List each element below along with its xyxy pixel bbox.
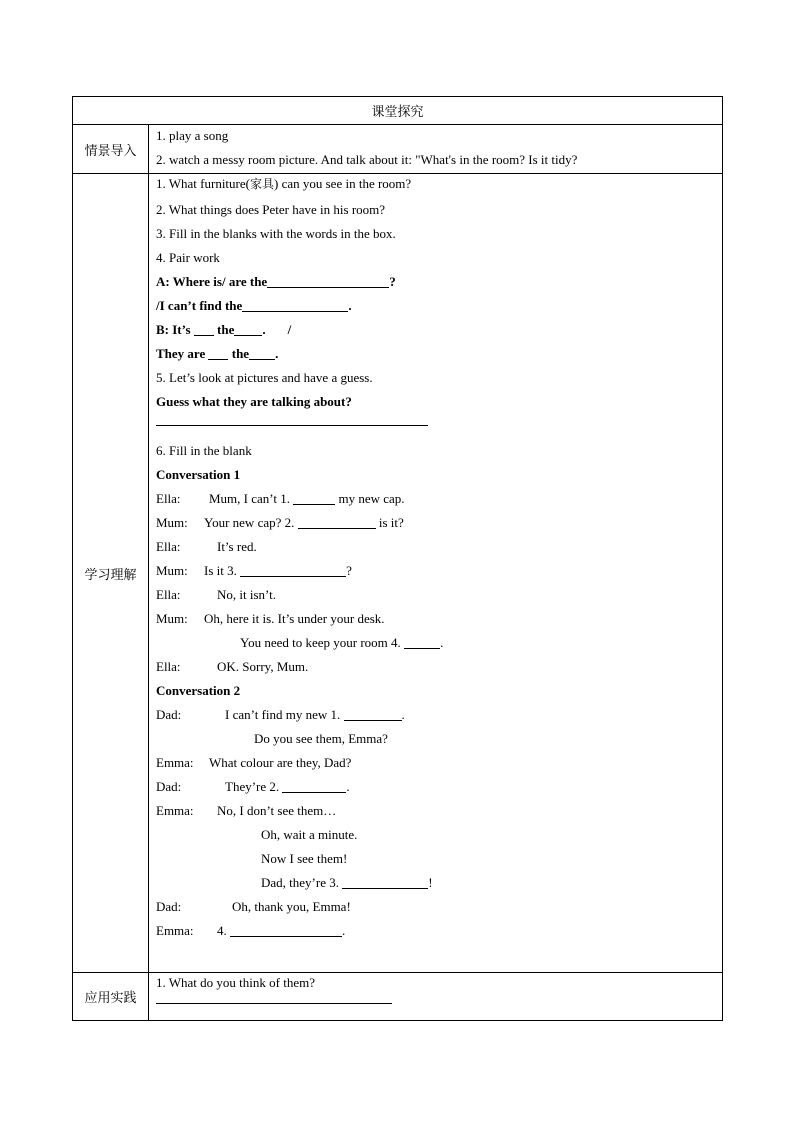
question-1-text: 1. What furniture( — [156, 176, 250, 191]
pair-a1-text: A: Where is/ are the — [156, 274, 268, 289]
dialogue-text: No, it isn’t. — [217, 587, 276, 602]
question-5-prompt: Guess what they are talking about? — [156, 394, 352, 409]
dialogue-text: Oh, thank you, Emma! — [232, 899, 351, 914]
pair-a2-end: . — [348, 298, 352, 313]
pair-b2-c: . — [275, 346, 279, 361]
blank-line[interactable] — [230, 922, 342, 937]
dialogue-line — [156, 896, 722, 920]
question-2: 2. What things does Peter have in his room? — [156, 202, 386, 217]
blank-line[interactable] — [234, 321, 262, 336]
dialogue-line — [156, 776, 722, 800]
question-5: 5. Let’s look at pictures and have a guess. — [156, 370, 373, 385]
question-1-zh: 家具 — [249, 177, 274, 191]
speaker-label: Dad: — [156, 779, 182, 794]
dialogue-text: Oh, here it is. It’s under your desk. — [204, 611, 385, 626]
conversation-1-title: Conversation 1 — [156, 467, 241, 482]
speaker-label: Ella: — [156, 491, 181, 506]
pair-a2-text: /I can’t find the — [156, 298, 243, 313]
dialogue-text: Is it 3. — [204, 563, 237, 578]
dialogue-text: No, I don’t see them… — [217, 803, 337, 818]
speaker-label: Mum: — [156, 563, 188, 578]
intro-item-1: 1. play a song — [156, 128, 229, 143]
dialogue-line — [156, 488, 722, 512]
blank-line[interactable] — [282, 778, 346, 793]
conversation-1 — [156, 488, 722, 680]
question-6: 6. Fill in the blank — [156, 443, 252, 458]
speaker-label: Emma: — [156, 755, 194, 770]
understanding-label: 学习理解 — [73, 174, 149, 973]
dialogue-line — [156, 536, 722, 560]
question-3: 3. Fill in the blanks with the words in the box. — [156, 226, 396, 241]
speaker-label: Ella: — [156, 539, 181, 554]
pair-line-b2 — [156, 343, 722, 367]
table-title: 课堂探究 — [73, 97, 723, 125]
blank-line[interactable] — [342, 874, 428, 889]
dialogue-line — [156, 824, 722, 848]
dialogue-text: What colour are they, Dad? — [209, 755, 352, 770]
blank-line[interactable] — [249, 345, 275, 360]
speaker-label: Emma: — [156, 923, 194, 938]
dialogue-line — [156, 848, 722, 872]
pair-b1-b: the — [217, 322, 235, 337]
pair-b2-b: the — [231, 346, 250, 361]
dialogue-text-tail: ? — [346, 563, 352, 578]
blank-line[interactable] — [242, 297, 348, 312]
dialogue-text-tail: my new cap. — [338, 491, 405, 506]
pair-b2-a: They are — [156, 346, 206, 361]
dialogue-text-tail: . — [346, 779, 350, 794]
dialogue-text: Now I see them! — [261, 851, 348, 866]
blank-line[interactable] — [240, 562, 346, 577]
dialogue-line — [156, 704, 722, 728]
blank-line[interactable] — [344, 706, 402, 721]
dialogue-line — [156, 728, 722, 752]
pair-line-a2 — [156, 295, 722, 319]
dialogue-line — [156, 800, 722, 824]
answer-line[interactable] — [156, 415, 428, 426]
dialogue-line — [156, 920, 722, 944]
pair-line-a1 — [156, 271, 722, 295]
blank-line[interactable] — [208, 345, 228, 360]
intro-content — [149, 125, 723, 174]
blank-line[interactable] — [293, 490, 335, 505]
question-1 — [156, 173, 722, 197]
practice-row — [73, 973, 723, 1021]
dialogue-text-tail: . — [401, 707, 405, 722]
lesson-table — [72, 96, 723, 1021]
dialogue-line — [156, 608, 722, 632]
dialogue-text: Mum, I can’t 1. — [209, 491, 290, 506]
understanding-row — [73, 174, 723, 973]
speaker-label: Ella: — [156, 587, 181, 602]
dialogue-line — [156, 560, 722, 584]
dialogue-text: Your new cap? 2. — [204, 515, 295, 530]
dialogue-line — [156, 584, 722, 608]
dialogue-text-tail: ! — [428, 875, 433, 890]
pair-b1-d: / — [287, 322, 292, 337]
table-header-row — [73, 97, 723, 125]
question-4: 4. Pair work — [156, 250, 220, 265]
practice-content — [149, 973, 723, 1021]
understanding-content — [149, 174, 723, 973]
speaker-label: Mum: — [156, 611, 188, 626]
pair-a1-end: ? — [389, 274, 396, 289]
blank-line[interactable] — [267, 273, 389, 288]
dialogue-line — [156, 872, 722, 896]
dialogue-line — [156, 632, 722, 656]
dialogue-line — [156, 752, 722, 776]
practice-label: 应用实践 — [73, 973, 149, 1021]
dialogue-text: OK. Sorry, Mum. — [217, 659, 309, 674]
blank-line[interactable] — [404, 634, 440, 649]
dialogue-text: It’s red. — [217, 539, 257, 554]
dialogue-text: 4. — [217, 923, 227, 938]
dialogue-text: They’re 2. — [225, 779, 280, 794]
practice-question-1: 1. What do you think of them? — [156, 975, 315, 990]
pair-b1-a: B: It’s — [156, 322, 191, 337]
dialogue-text: I can’t find my new 1. — [225, 707, 341, 722]
intro-label: 情景导入 — [73, 125, 149, 174]
speaker-label: Ella: — [156, 659, 181, 674]
dialogue-text: You need to keep your room 4. — [240, 635, 401, 650]
dialogue-text-tail: . — [342, 923, 346, 938]
intro-item-2: 2. watch a messy room picture. And talk about it: "What's in the room? Is it tidy? — [156, 152, 578, 167]
dialogue-text-tail: . — [440, 635, 444, 650]
blank-line[interactable] — [194, 321, 214, 336]
dialogue-text: Oh, wait a minute. — [261, 827, 358, 842]
conversation-2 — [156, 704, 722, 944]
dialogue-line — [156, 656, 722, 680]
speaker-label: Mum: — [156, 515, 188, 530]
dialogue-line — [156, 512, 722, 536]
question-1-tail: ) can you see in the room? — [274, 176, 412, 191]
pair-b1-c: . — [262, 322, 266, 337]
dialogue-text-tail: is it? — [378, 515, 404, 530]
dialogue-text: Do you see them, Emma? — [254, 731, 388, 746]
conversation-2-title: Conversation 2 — [156, 683, 241, 698]
pair-line-b1 — [156, 319, 722, 343]
speaker-label: Dad: — [156, 707, 182, 722]
speaker-label: Dad: — [156, 899, 182, 914]
blank-line[interactable] — [298, 514, 376, 529]
speaker-label: Emma: — [156, 803, 194, 818]
dialogue-text: Dad, they’re 3. — [261, 875, 339, 890]
intro-row — [73, 125, 723, 174]
